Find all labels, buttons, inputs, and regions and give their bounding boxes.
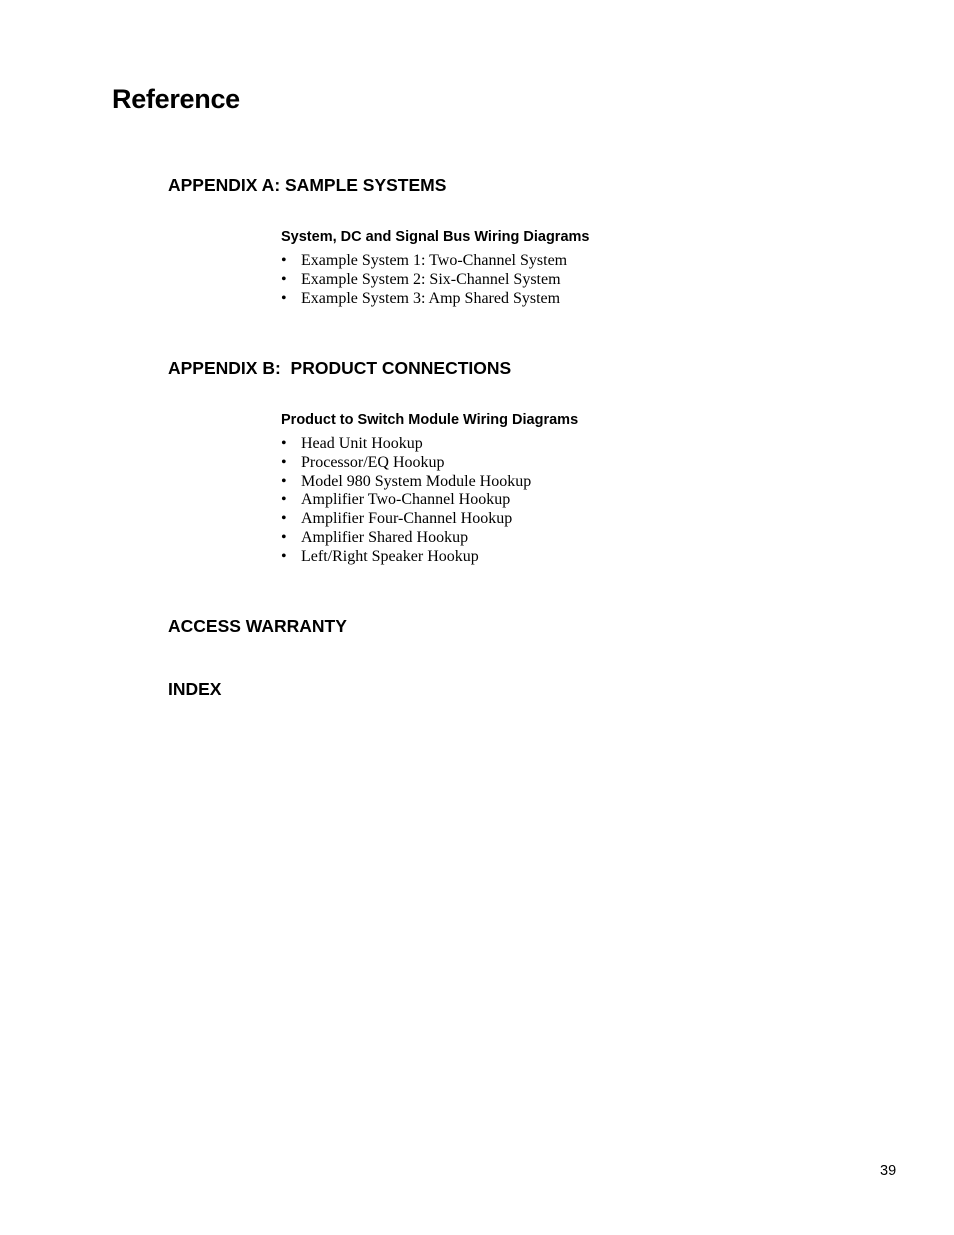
list-item [281,252,567,271]
list-item [281,454,531,473]
list-item [281,271,567,290]
bullet-icon: • [281,510,287,528]
list-item [281,290,567,309]
appendix-a-subheading: System, DC and Signal Bus Wiring Diagrams [281,229,590,245]
list-item [281,510,531,529]
bullet-icon: • [281,491,287,509]
bullet-icon: • [281,435,287,452]
bullet-icon: • [281,453,287,471]
list-item-label: Example System 1: Two-Channel System [301,252,568,269]
appendix-a-heading[interactable]: APPENDIX A: SAMPLE SYSTEMS [168,175,447,195]
bullet-icon: • [281,528,287,546]
list-item-label: Example System 2: Six-Channel System [301,270,561,288]
list-item [281,491,531,510]
appendix-b-subheading: Product to Switch Module Wiring Diagrams [281,412,579,428]
list-item-label: Head Unit Hookup [301,435,423,452]
list-item [281,529,531,548]
appendix-b-heading[interactable]: APPENDIX B: PRODUCT CONNECTIONS [168,358,512,378]
bullet-icon: • [281,472,287,490]
appendix-a-list [281,252,567,308]
list-item [281,548,531,567]
list-item [281,473,531,492]
page-number: 39 [880,1163,897,1179]
list-item [281,435,531,454]
bullet-icon: • [281,289,287,307]
bullet-icon: • [281,270,287,288]
page-title: Reference [112,84,240,114]
list-item-label: Example System 3: Amp Shared System [301,289,561,307]
list-item-label: Processor/EQ Hookup [301,453,445,471]
bullet-icon: • [281,547,287,565]
list-item-label: Amplifier Two-Channel Hookup [301,491,511,509]
access-warranty-heading[interactable]: ACCESS WARRANTY [168,616,347,636]
list-item-label: Amplifier Shared Hookup [301,528,469,546]
list-item-label: Amplifier Four-Channel Hookup [301,510,513,528]
index-heading[interactable]: INDEX [168,679,222,699]
list-item-label: Left/Right Speaker Hookup [301,547,479,565]
bullet-icon: • [281,252,287,269]
appendix-b-list [281,435,531,567]
list-item-label: Model 980 System Module Hookup [301,472,532,490]
